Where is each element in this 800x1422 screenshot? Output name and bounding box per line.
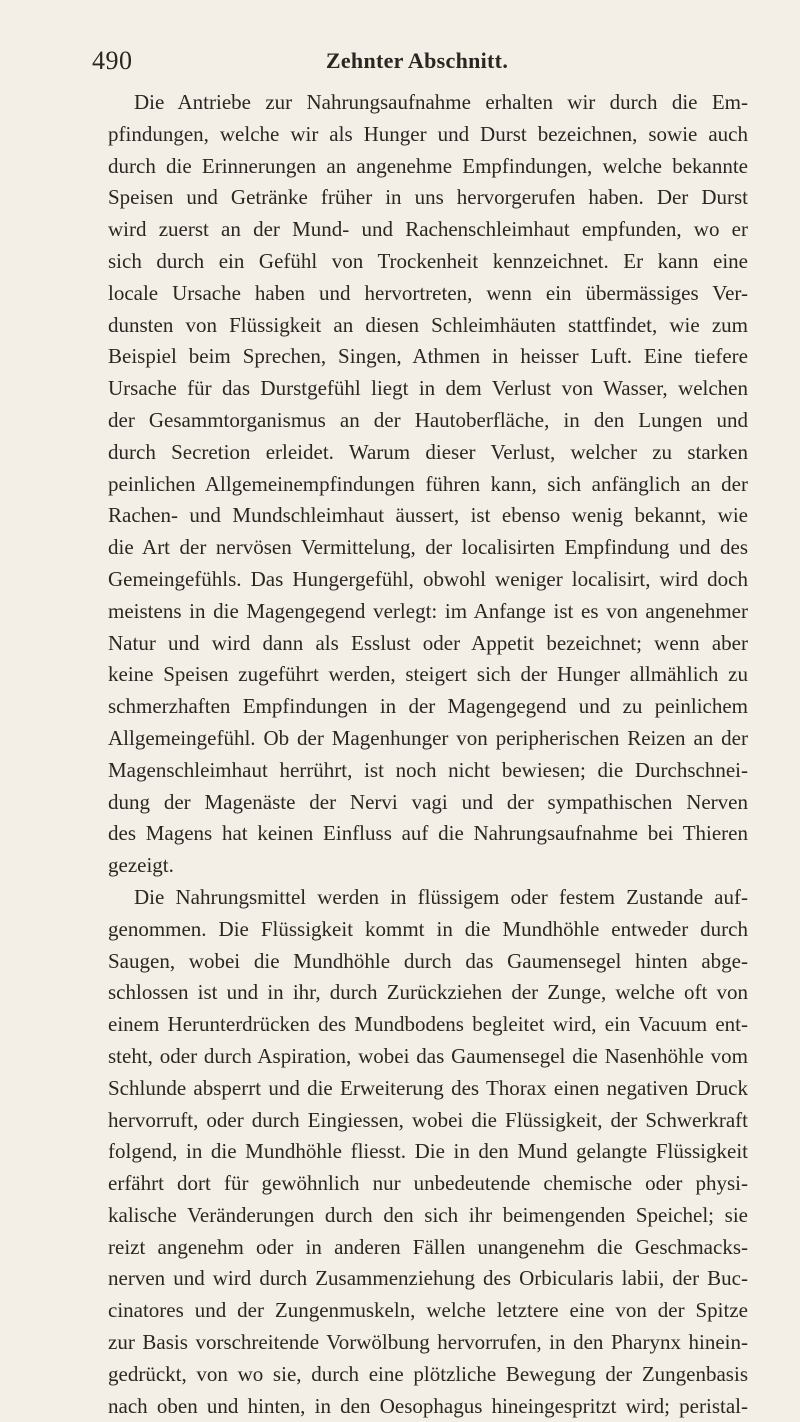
text-line: erfährt dort für gewöhnlich nur unbedeutende chemische oder physi- [108,1171,748,1196]
text-line: der Gesammtorganismus an der Hautoberfläche, in den Lungen und [108,407,748,432]
text-line: nach oben und hinten, in den Oesophagus hineingespritzt wird; peristal- [108,1393,748,1418]
text-line: Beispiel beim Sprechen, Singen, Athmen in heisser Luft. Eine tiefere [108,344,748,369]
text-line: wird zuerst an der Mund- und Rachenschleimhaut empfunden, wo er [108,217,748,242]
text-line: folgend, in die Mundhöhle fliesst. Die in den Mund gelangte Flüssigkeit [108,1139,748,1164]
text-line: cinatores und der Zungenmuskeln, welche letztere eine von der Spitze [108,1298,748,1323]
text-line: Saugen, wobei die Mundhöhle durch das Gaumensegel hinten abge- [108,948,748,973]
text-line: des Magens hat keinen Einfluss auf die Nahrungsaufnahme bei Thieren [108,821,748,846]
text-line: gedrückt, von wo sie, durch eine plötzliche Bewegung der Zungenbasis [108,1361,748,1386]
text-line: durch die Erinnerungen an angenehme Empfindungen, welche bekannte [108,153,748,178]
text-line: dung der Magenäste der Nervi vagi und der sympathischen Nerven [108,789,748,814]
text-line: meistens in die Magengegend verlegt: im Anfange ist es von angenehmer [108,598,748,623]
text-line: keine Speisen zugeführt werden, steigert sich der Hunger allmählich zu [108,662,748,687]
text-line: zur Basis vorschreitende Vorwölbung hervorrufen, in den Pharynx hinein- [108,1330,748,1355]
text-line: Schlunde absperrt und die Erweiterung des Thorax einen negativen Druck [108,1075,748,1100]
text-line: gezeigt. [108,853,174,878]
text-line: Rachen- und Mundschleimhaut äussert, ist ebenso wenig bekannt, wie [108,503,748,528]
text-line: die Art der nervösen Vermittelung, der localisirten Empfindung und des [108,535,748,560]
text-line: pfindungen, welche wir als Hunger und Durst bezeichnen, sowie auch [108,121,748,146]
text-line: schlossen ist und in ihr, durch Zurückziehen der Zunge, welche oft von [108,980,748,1005]
text-line: Die Nahrungsmittel werden in flüssigem oder festem Zustande auf- [134,884,748,909]
text-line: nerven und wird durch Zusammenziehung des Orbicularis labii, der Buc- [108,1266,748,1291]
text-line: Ursache für das Durstgefühl liegt in dem Verlust von Wasser, welchen [108,376,748,401]
text-line: peinlichen Allgemeinempfindungen führen kann, sich anfänglich an der [108,471,748,496]
text-line: steht, oder durch Aspiration, wobei das Gaumensegel die Nasenhöhle vom [108,1043,748,1068]
text-line: dunsten von Flüssigkeit an diesen Schleimhäuten stattfindet, wie zum [108,312,748,337]
text-line: Gemeingefühls. Das Hungergefühl, obwohl weniger localisirt, wird doch [108,566,748,591]
text-line: schmerzhaften Empfindungen in der Magengegend und zu peinlichem [108,694,748,719]
text-line: einem Herunterdrücken des Mundbodens begleitet wird, ein Vacuum ent- [108,1012,748,1037]
paragraph-2 [108,882,748,1422]
body-text [108,87,748,1422]
text-line: Natur und wird dann als Esslust oder Appetit bezeichnet; wenn aber [108,630,748,655]
text-line: Allgemeingefühl. Ob der Magenhunger von peripherischen Reizen an der [108,725,748,750]
text-line: genommen. Die Flüssigkeit kommt in die Mundhöhle entweder durch [108,916,748,941]
text-line: Magenschleimhaut herrührt, ist noch nicht bewiesen; die Durchschnei- [108,757,748,782]
text-line: durch Secretion erleidet. Warum dieser Verlust, welcher zu starken [108,439,748,464]
text-line: Speisen und Getränke früher in uns hervorgerufen haben. Der Durst [108,185,748,210]
paragraph-1 [108,87,748,882]
text-line: reizt angenehm oder in anderen Fällen unangenehm die Geschmacks- [108,1234,748,1259]
text-line: locale Ursache haben und hervortreten, wenn ein übermässiges Ver- [108,280,748,305]
text-line: Die Antriebe zur Nahrungsaufnahme erhalten wir durch die Em- [134,90,748,114]
page-number: 490 [92,46,133,75]
text-line: hervorruft, oder durch Eingiessen, wobei die Flüssigkeit, der Schwerkraft [108,1107,748,1132]
text-line: sich durch ein Gefühl von Trockenheit kennzeichnet. Er kann eine [108,248,748,273]
text-line: kalische Veränderungen durch den sich ihr beimengenden Speichel; sie [108,1202,748,1227]
running-head [92,46,742,82]
chapter-title: Zehnter Abschnitt. [325,48,509,73]
